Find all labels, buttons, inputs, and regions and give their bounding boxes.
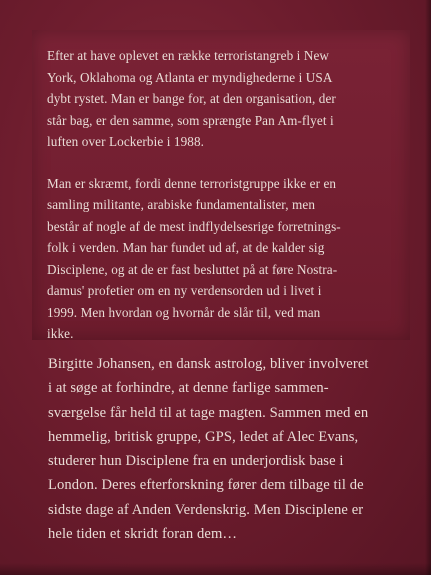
paragraph-1-line: dybt rystet. Man er bange for, at den organisation, der [47,91,336,106]
paragraph-1-line: Efter at have oplevet en række terroristangreb i New [47,48,330,63]
cover-edge-shadow [425,0,431,575]
paragraph-3-line: hele tiden et skridt foran dem… [48,526,238,543]
paragraph-2-line: består af nogle af de mest indflydelsesrige forretnings- [47,218,341,234]
paragraph-3 [48,352,418,546]
blurb-bottom [48,352,418,546]
paragraph-3-line: sidste dage af Anden Verdenskrig. Men Disciplene er [48,501,364,518]
paragraph-1-line: York, Oklahoma og Atlanta er myndighederne i USA [47,69,333,85]
paragraph-3-line: hemmelig, britisk gruppe, GPS, ledet af Alec Evans, [48,428,359,445]
paragraph-1-line: står bag, er den samme, som sprængte Pan Am-flyet i [47,112,334,128]
paragraph-3-line: studerer hun Disciplene fra en underjordisk base i [48,453,344,470]
paragraph-1 [47,45,407,153]
paragraph-2-line: Disciplene, og at de er fast besluttet på at føre Nostra- [47,261,338,277]
paragraph-2 [47,173,407,345]
paragraph-2-line: damus' profetier om en ny verdensorden ud i livet i [47,283,322,298]
paragraph-3-line: Birgitte Johansen, en dansk astrolog, bliver involveret [48,356,369,372]
paragraph-1-line: luften over Lockerbie i 1988. [47,134,205,149]
paragraph-3-line: London. Deres efterforskning fører dem tilbage til de [48,477,364,494]
paragraph-3-line: i at søge at forhindre, at denne farlige sammen- [48,380,329,397]
paragraph-2-line: ikke. [47,326,74,341]
paragraph-2-line: 1999. Men hvordan og hvornår de slår til, ved man [47,304,321,320]
paragraph-2-line: samling militante, arabiske fundamentalister, men [47,197,316,212]
cover-bottom-shadow [0,563,431,575]
paragraph-3-line: sværgelse får held til at tage magten. Sammen med en [48,404,369,421]
paragraph-2-line: folk i verden. Man har fundet ud af, at de kalder sig [47,240,325,255]
blurb-top [47,45,407,365]
paragraph-2-line: Man er skræmt, fordi denne terroristgruppe ikke er en [47,175,337,191]
